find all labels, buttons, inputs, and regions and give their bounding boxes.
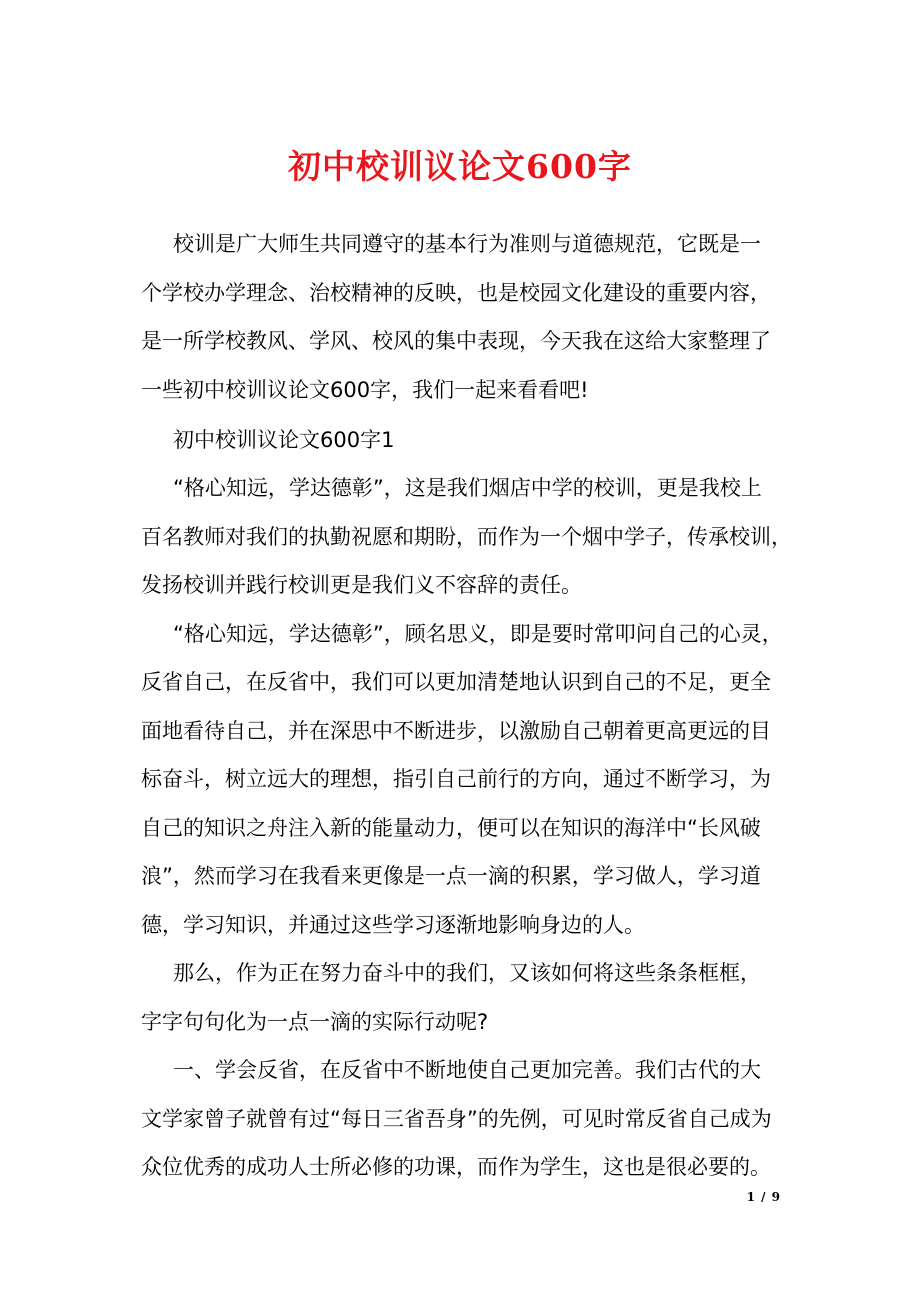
document-title: 初中校训议论文600字: [288, 147, 632, 186]
text-line: 面地看待自己，并在深思中不断进步，以激励自己朝着更高更远的目: [141, 718, 771, 743]
text-line: 发扬校训并践行校训更是我们义不容辞的责任。: [141, 573, 582, 597]
text-line: 标奋斗，树立远大的理想，指引自己前行的方向，通过不断学习，为: [141, 767, 771, 791]
paragraph-motto: [141, 464, 801, 610]
document-body: [141, 220, 801, 1192]
text-line: 浪”，然而学习在我看来更像是一点一滴的积累，学习做人，学习道: [141, 864, 761, 888]
text-line: 反省自己，在反省中，我们可以更加清楚地认识到自己的不足，更全: [141, 670, 771, 694]
text-line: 自己的知识之舟注入新的能量动力，便可以在知识的海洋中“长风破: [141, 815, 761, 840]
text-line: 校训是广大师生共同遵守的基本行为准则与道德规范，它既是一: [173, 232, 761, 256]
text-line: 个学校办学理念、治校精神的反映，也是校园文化建设的重要内容，: [141, 280, 771, 305]
text-line: “格心知远，学达德彰”，顾名思义，即是要时常叩问自己的心灵，: [173, 621, 783, 646]
paragraph-intro: [141, 220, 801, 414]
text-line: 文学家曾子就曾有过“每日三省吾身”的先例，可见时常反省自己成为: [141, 1106, 772, 1131]
text-line: 百名教师对我们的执勤祝愿和期盼，而作为一个烟中学子，传承校训，: [141, 524, 792, 549]
text-line: 德，学习知识，并通过这些学习逐渐地影响身边的人。: [141, 912, 645, 937]
text-line: 一、学会反省，在反省中不断地使自己更加完善。我们古代的大: [173, 1058, 761, 1082]
page-number: 1 / 9: [746, 1190, 781, 1204]
text-line: 是一所学校教风、学风、校风的集中表现，今天我在这给大家整理了: [141, 329, 771, 353]
text-line: “格心知远，学达德彰”，这是我们烟店中学的校训，更是我校上: [173, 476, 762, 500]
paragraph-point-one: [141, 1046, 801, 1192]
paragraph-question: [141, 949, 801, 1046]
paragraph-meaning: [141, 610, 801, 950]
text-line: 字字句句化为一点一滴的实际行动呢?: [141, 1009, 489, 1034]
text-line: 那么，作为正在努力奋斗中的我们，又该如何将这些条条框框，: [173, 961, 761, 985]
text-line: 一些初中校训议论文600字，我们一起来看看吧!: [141, 377, 589, 402]
text-line: 初中校训议论文600字1: [173, 428, 395, 452]
section-heading: [141, 417, 801, 464]
text-line: 众位优秀的成功人士所必修的功课，而作为学生，这也是很必要的。: [141, 1155, 771, 1179]
